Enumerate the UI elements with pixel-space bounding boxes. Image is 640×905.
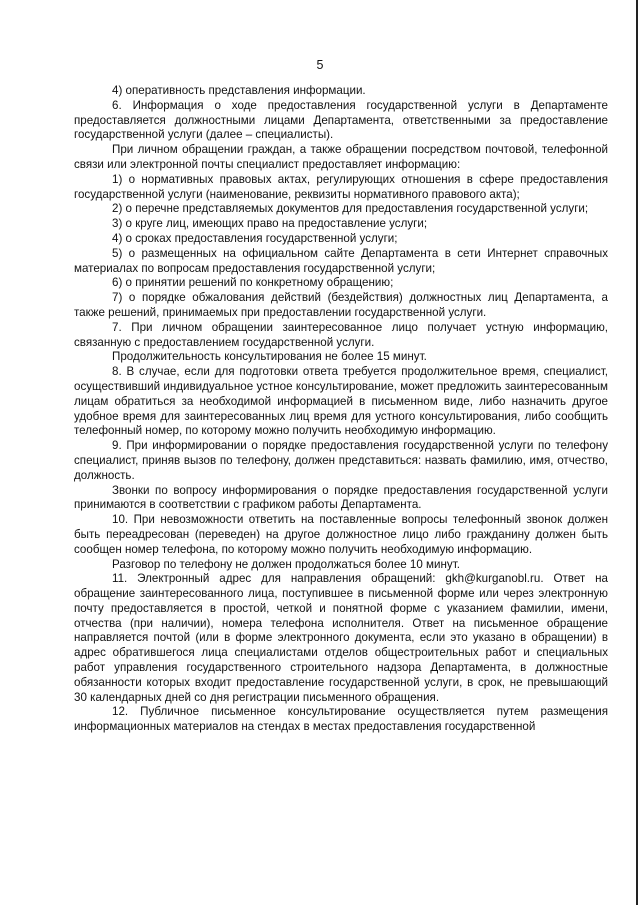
paragraph: Разговор по телефону не должен продолжаться более 10 минут.: [112, 557, 460, 571]
paragraph: 12. Публичное письменное консультирование осуществляется путем размещения информационных материалов на стендах в местах предоставления государственной: [74, 705, 608, 734]
document-body: [74, 84, 608, 735]
paragraph: 4) о сроках предоставления государственной услуги;: [112, 231, 398, 245]
paragraph: 6) о принятии решений по конкретному обращению;: [112, 276, 394, 290]
paragraph: 1) о нормативных правовых актах, регулирующих отношения в сфере предоставления государственной услуги (наименование, реквизиты нормативного правового акта);: [74, 172, 608, 201]
paragraph: 7. При личном обращении заинтересованное лицо получает устную информацию, связанную с предоставлением государственной услуги.: [74, 320, 608, 349]
paragraph: 9. При информировании о порядке предоставления государственной услуги по телефону специалист, приняв вызов по телефону, должен представиться: назвать фамилию, имя, отчество, должность.: [74, 439, 608, 482]
paragraph: 11. Электронный адрес для направления обращений: gkh@kurganobl.ru. Ответ на обращение заинтересованного лица, поступившее в письменной форме или через электронную почту предоставляется в простой, четкой и понятной форме с указанием фамилии, имени, отчества (при наличии), номера телефона исполнителя. Ответ на письменное обращение направляется почтой (или в форме электронного документа, если это указано в обращении) в адрес обратившегося лица специалистами отделов общестроительных работ и специальных работ управления государственного строительного надзора Департамента, в должностные обязанности которых входит предоставление государственной услуги, в срок, не превышающий 30 календарных дней со дня регистрации письменного обращения.: [74, 572, 608, 704]
paragraph: 8. В случае, если для подготовки ответа требуется продолжительное время, специалист, осуществивший индивидуальное устное консультирование, может предложить заинтересованным лицам обратиться за необходимой информацией в письменном виде, либо назначить другое удобное время для заинтересованных лиц время для устного консультирования, либо сообщить телефонный номер, по которому можно получить необходимую информацию.: [74, 365, 608, 438]
paragraph: 4) оперативность представления информации.: [112, 84, 366, 97]
paragraph: 3) о круге лиц, имеющих право на предоставление услуги;: [112, 217, 428, 231]
paragraph: 2) о перечне представляемых документов для предоставления государственной услуги;: [112, 202, 589, 216]
paragraph: 6. Информация о ходе предоставления государственной услуги в Департаменте предоставляется должностными лицами Департамента, ответственными за предоставление государственной услуги (далее – специалисты).: [74, 98, 608, 142]
paragraph: 10. При невозможности ответить на поставленные вопросы телефонный звонок должен быть переадресован (переведен) на другое должностное лицо либо гражданину должен быть сообщен номер телефона, по которому можно получить необходимую информацию.: [74, 513, 608, 556]
paragraph: 7) о порядке обжалования действий (бездействия) должностных лиц Департамента, а также решений, принимаемых при предоставлении государственной услуги.: [74, 291, 608, 319]
paragraph: Звонки по вопросу информирования о порядке предоставления государственной услуги принимаются в соответствии с графиком работы Департамента.: [74, 483, 608, 512]
paragraph: 5) о размещенных на официальном сайте Департамента в сети Интернет справочных материалах по вопросам предоставления государственной услуги;: [74, 246, 608, 275]
paragraph: Продолжительность консультирования не более 15 минут.: [112, 350, 427, 364]
page-number: 5: [316, 58, 324, 72]
paragraph: При личном обращении граждан, а также обращении посредством почтовой, телефонной связи или электронной почты специалист предоставляет информацию:: [74, 143, 608, 171]
scan-edge-line: [636, 0, 638, 905]
